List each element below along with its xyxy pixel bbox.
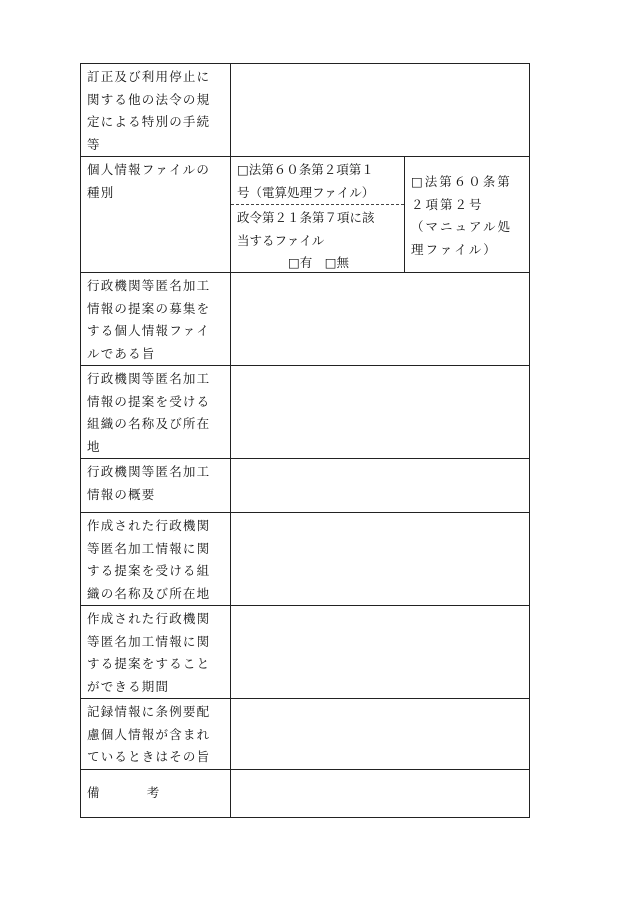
table-row	[81, 64, 530, 157]
value-created-organization[interactable]	[231, 513, 530, 606]
value-proposal-solicitation[interactable]	[231, 273, 530, 366]
table-row	[81, 157, 530, 273]
label-proposal-organization: 行政機関等匿名加工 情報の提案を受ける 組織の名称及び所在 地	[81, 366, 231, 459]
computer-file-checkbox[interactable]: □法第６０条第２項第１ 号（電算処理ファイル）	[231, 157, 404, 205]
yes-no-checkboxes[interactable]: □有 □無	[287, 255, 350, 270]
table-row	[81, 769, 530, 817]
disclosure-form-table	[80, 63, 530, 818]
table-row	[81, 699, 530, 770]
label-correction-procedure: 訂正及び利用停止に 関する他の法令の規 定による特別の手続 等	[81, 64, 231, 157]
value-proposal-organization[interactable]	[231, 366, 530, 459]
table-row	[81, 513, 530, 606]
label-remarks: 備 考	[81, 769, 231, 817]
table-row	[81, 606, 530, 699]
value-overview[interactable]	[231, 459, 530, 513]
label-sensitive-info: 記録情報に条例要配 慮個人情報が含まれ ているときはその旨	[81, 699, 231, 770]
value-file-type	[231, 157, 530, 273]
value-correction-procedure[interactable]	[231, 64, 530, 157]
label-file-type: 個人情報ファイルの 種別	[81, 157, 231, 273]
label-created-organization: 作成された行政機関 等匿名加工情報に関 する提案を受ける組 織の名称及び所在地	[81, 513, 231, 606]
table-row	[81, 366, 530, 459]
table-row	[81, 459, 530, 513]
value-sensitive-info[interactable]	[231, 699, 530, 770]
label-proposal-solicitation: 行政機関等匿名加工 情報の提案の募集を する個人情報ファイ ルである旨	[81, 273, 231, 366]
label-overview: 行政機関等匿名加工 情報の概要	[81, 459, 231, 513]
ordinance-file-option: 政令第２１条第７項に該 当するファイル □有 □無	[231, 205, 404, 275]
table-row	[81, 273, 530, 366]
value-remarks[interactable]	[231, 769, 530, 817]
value-proposal-period[interactable]	[231, 606, 530, 699]
label-proposal-period: 作成された行政機関 等匿名加工情報に関 する提案をすること ができる期間	[81, 606, 231, 699]
manual-file-checkbox[interactable]: □法第６０条第 ２項第２号 （マニュアル処 理ファイル）	[411, 174, 513, 257]
